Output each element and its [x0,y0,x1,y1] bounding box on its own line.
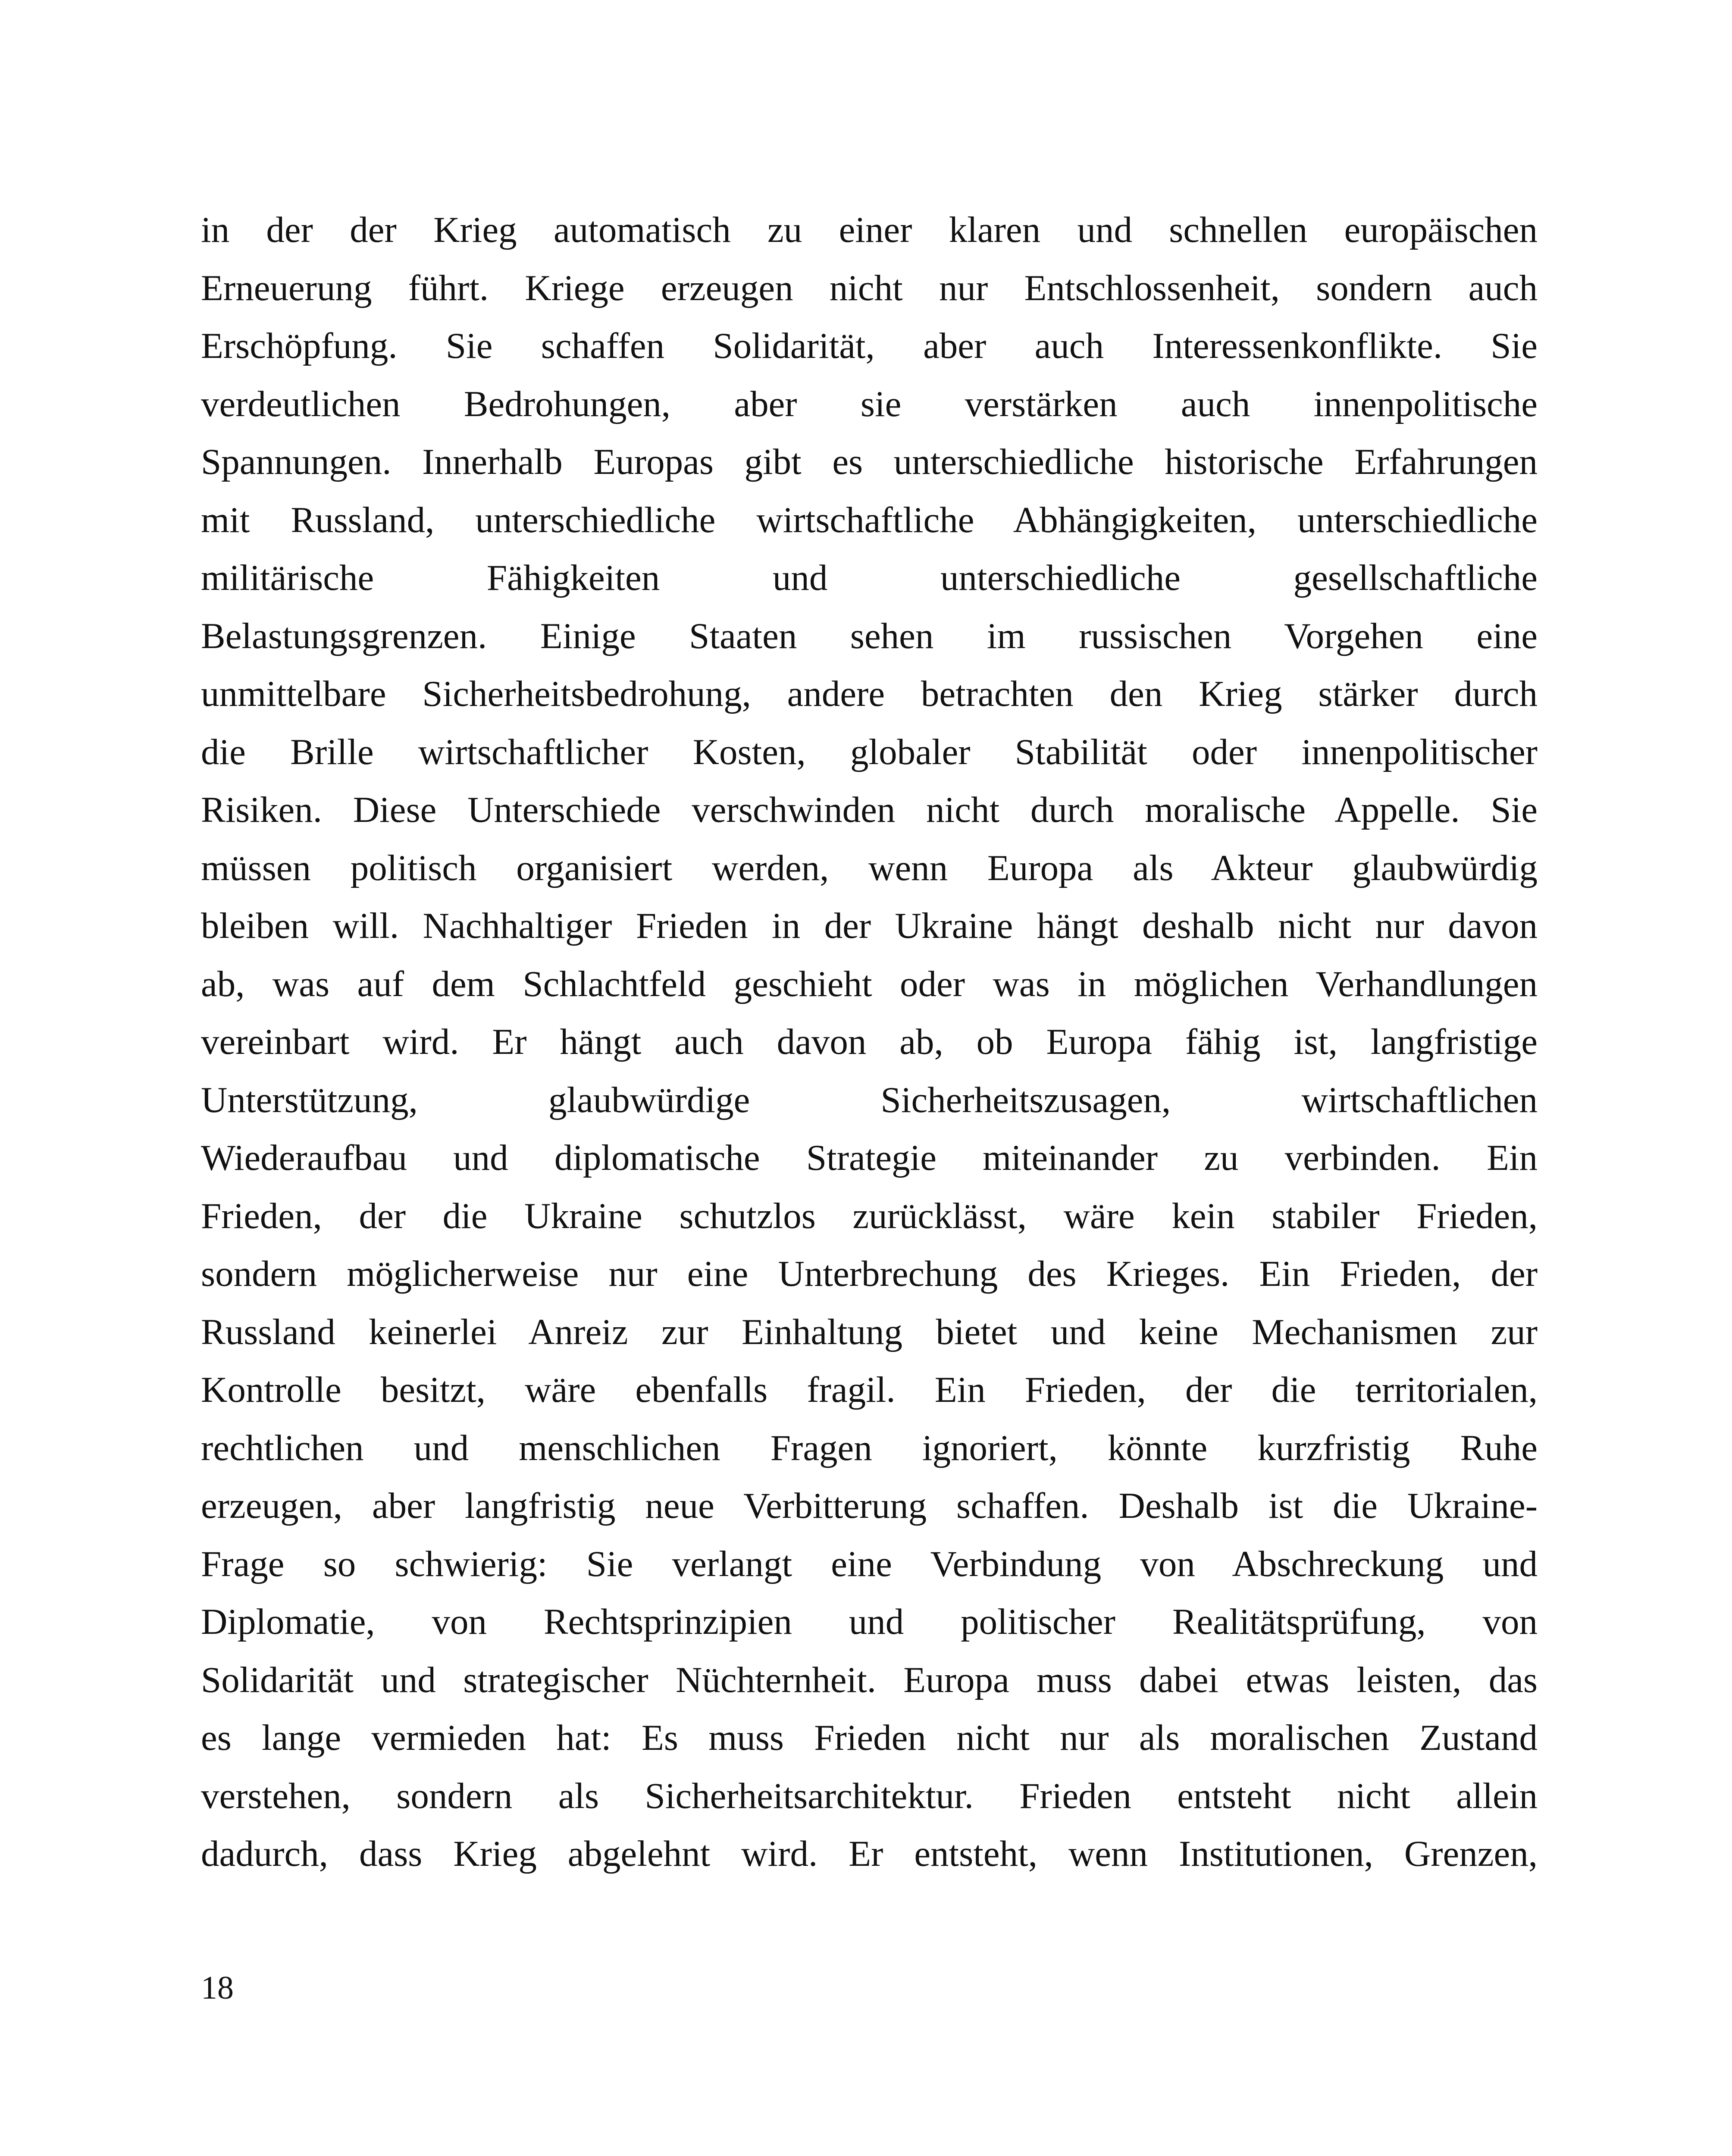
text-line: es lange vermieden hat: Es muss Frieden nicht nur als moralischen Zustand [201,1717,1538,1758]
text-line: Erneuerung führt. Kriege erzeugen nicht nur Entschlossenheit, sondern auch [201,267,1538,308]
text-line: sondern möglicherweise nur eine Unterbrechung des Krieges. Ein Frieden, der [201,1253,1538,1294]
page-number: 18 [201,1970,234,2006]
text-line: Frage so schwierig: Sie verlangt eine Verbindung von Abschreckung und [201,1543,1538,1584]
text-line: Solidarität und strategischer Nüchternheit. Europa muss dabei etwas leisten, das [201,1659,1538,1700]
text-line: Risiken. Diese Unterschiede verschwinden nicht durch moralische Appelle. Sie [201,790,1538,830]
body-paragraph [201,201,1538,1883]
text-line: dadurch, dass Krieg abgelehnt wird. Er entsteht, wenn Institutionen, Grenzen, [201,1833,1538,1874]
text-line: müssen politisch organisiert werden, wenn Europa als Akteur glaubwürdig [201,847,1538,888]
text-line: Kontrolle besitzt, wäre ebenfalls fragil. Ein Frieden, der die territorialen, [201,1369,1538,1410]
text-line: Russland keinerlei Anreiz zur Einhaltung bietet und keine Mechanismen zur [201,1311,1538,1352]
text-line: bleiben will. Nachhaltiger Frieden in der Ukraine hängt deshalb nicht nur davon [201,906,1538,946]
text-line: in der der Krieg automatisch zu einer klaren und schnellen europäischen [201,210,1538,250]
text-line: Diplomatie, von Rechtsprinzipien und politischer Realitätsprüfung, von [201,1601,1538,1642]
text-line: unmittelbare Sicherheitsbedrohung, andere betrachten den Krieg stärker durch [201,674,1538,714]
text-line: verdeutlichen Bedrohungen, aber sie verstärken auch innenpolitische [201,383,1538,424]
text-line: ab, was auf dem Schlachtfeld geschieht oder was in möglichen Verhandlungen [201,963,1538,1004]
text-line: erzeugen, aber langfristig neue Verbitterung schaffen. Deshalb ist die Ukraine- [201,1485,1538,1526]
text-line: mit Russland, unterschiedliche wirtschaftliche Abhängigkeiten, unterschiedliche [201,499,1538,540]
text-line: vereinbart wird. Er hängt auch davon ab, ob Europa fähig ist, langfristige [201,1022,1538,1062]
text-line: Wiederaufbau und diplomatische Strategie miteinander zu verbinden. Ein [201,1138,1538,1178]
text-line: verstehen, sondern als Sicherheitsarchitektur. Frieden entsteht nicht allein [201,1775,1538,1816]
text-line: Belastungsgrenzen. Einige Staaten sehen im russischen Vorgehen eine [201,615,1538,656]
text-line: Unterstützung, glaubwürdige Sicherheitszusagen, wirtschaftlichen [201,1079,1538,1120]
text-line: Spannungen. Innerhalb Europas gibt es unterschiedliche historische Erfahrungen [201,442,1538,482]
text-line: Erschöpfung. Sie schaffen Solidarität, aber auch Interessenkonflikte. Sie [201,326,1538,366]
text-line: militärische Fähigkeiten und unterschiedliche gesellschaftliche [201,558,1538,598]
text-line: die Brille wirtschaftlicher Kosten, globaler Stabilität oder innenpolitischer [201,731,1538,772]
text-line: rechtlichen und menschlichen Fragen ignoriert, könnte kurzfristig Ruhe [201,1427,1538,1468]
text-line: Frieden, der die Ukraine schutzlos zurücklässt, wäre kein stabiler Frieden, [201,1195,1538,1236]
